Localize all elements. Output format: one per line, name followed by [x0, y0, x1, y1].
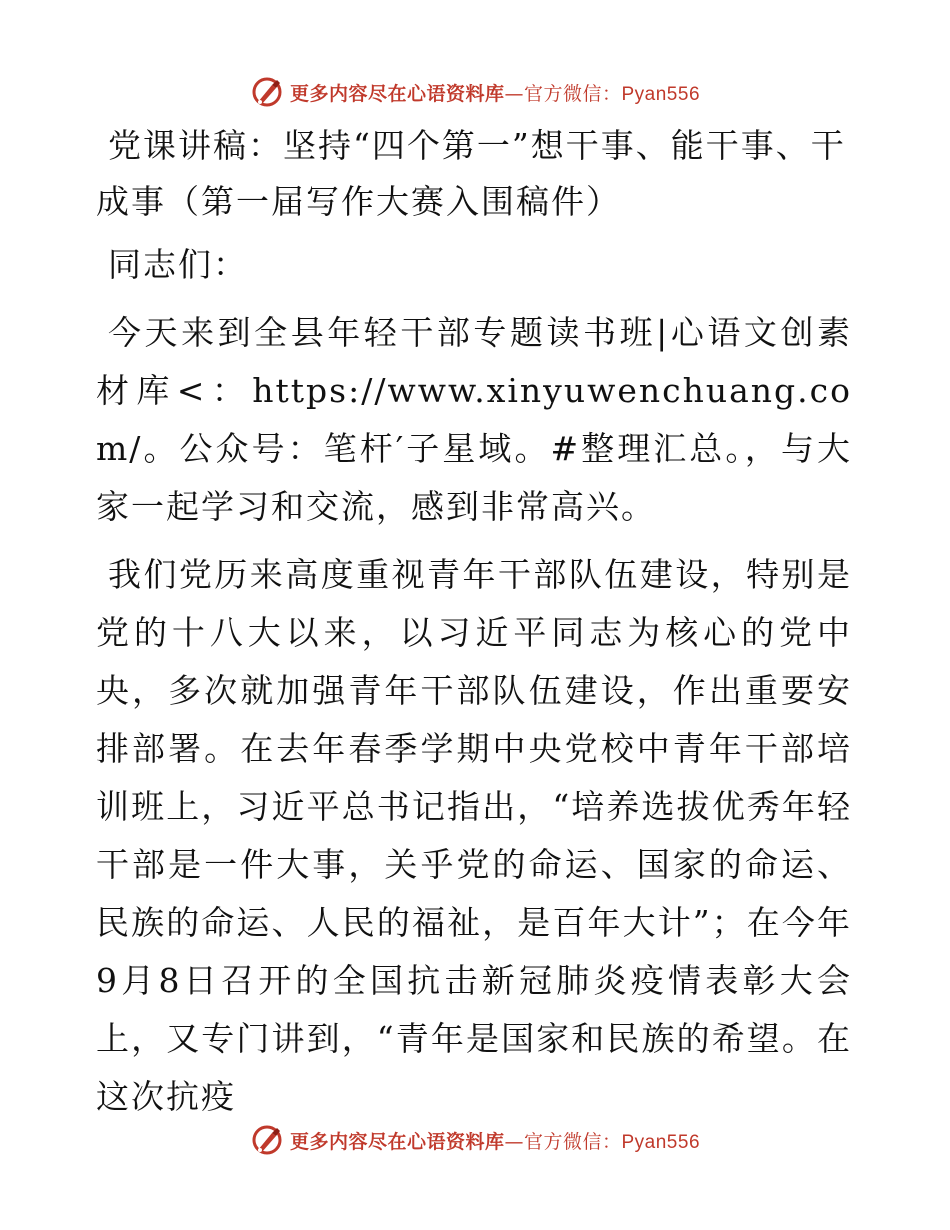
paragraph-body: 我们党历来高度重视青年干部队伍建设，特别是党的十八大以来，以习近平同志为核心的党中央，多次就加强青年干部队伍建设，作出重要安排部署。在去年春季学期中央党校中青年干部培训班上，习近平总书记指出，“培养选拔优秀年轻干部是一件大事，关乎党的命运、国家的命运、民族的命运、人民的福祉，是百年大计”；在今年9月8日召开的全国抗击新冠肺炎疫情表彰大会上，又专门讲到，“青年是国家和民族的希望。在这次抗疫: [96, 555, 852, 1116]
watermark-dash: —: [504, 82, 524, 105]
watermark-label: 官方微信：: [523, 82, 622, 105]
paragraph-salutation: 同志们：: [108, 245, 248, 284]
watermark-wechat-id: Pyan556: [621, 83, 701, 105]
paragraph-intro: 今天来到全县年轻干部专题读书班|心语文创素材库<：https://www.xinyuwenchuang.com/。公众号：笔杆′子星域。#整理汇总。，与大家一起学习和交流，感到非常高兴。: [96, 313, 852, 526]
watermark-footer: [0, 1120, 950, 1160]
watermark-label: 官方微信：: [523, 1130, 622, 1153]
pen-logo-icon: [250, 75, 284, 109]
watermark-text: [290, 1127, 700, 1154]
watermark-wechat-id: Pyan556: [621, 1131, 701, 1153]
watermark-header: [0, 72, 950, 112]
watermark-text: [290, 79, 700, 106]
pen-logo-icon: [250, 1123, 284, 1157]
watermark-brand: 更多内容尽在心语资料库: [289, 1130, 505, 1153]
document-title: 党课讲稿：坚持“四个第一”想干事、能干事、干成事（第一届写作大赛入围稿件）: [96, 126, 846, 221]
watermark-brand: 更多内容尽在心语资料库: [289, 82, 505, 105]
document-body: [96, 118, 852, 1136]
watermark-dash: —: [504, 1130, 524, 1153]
